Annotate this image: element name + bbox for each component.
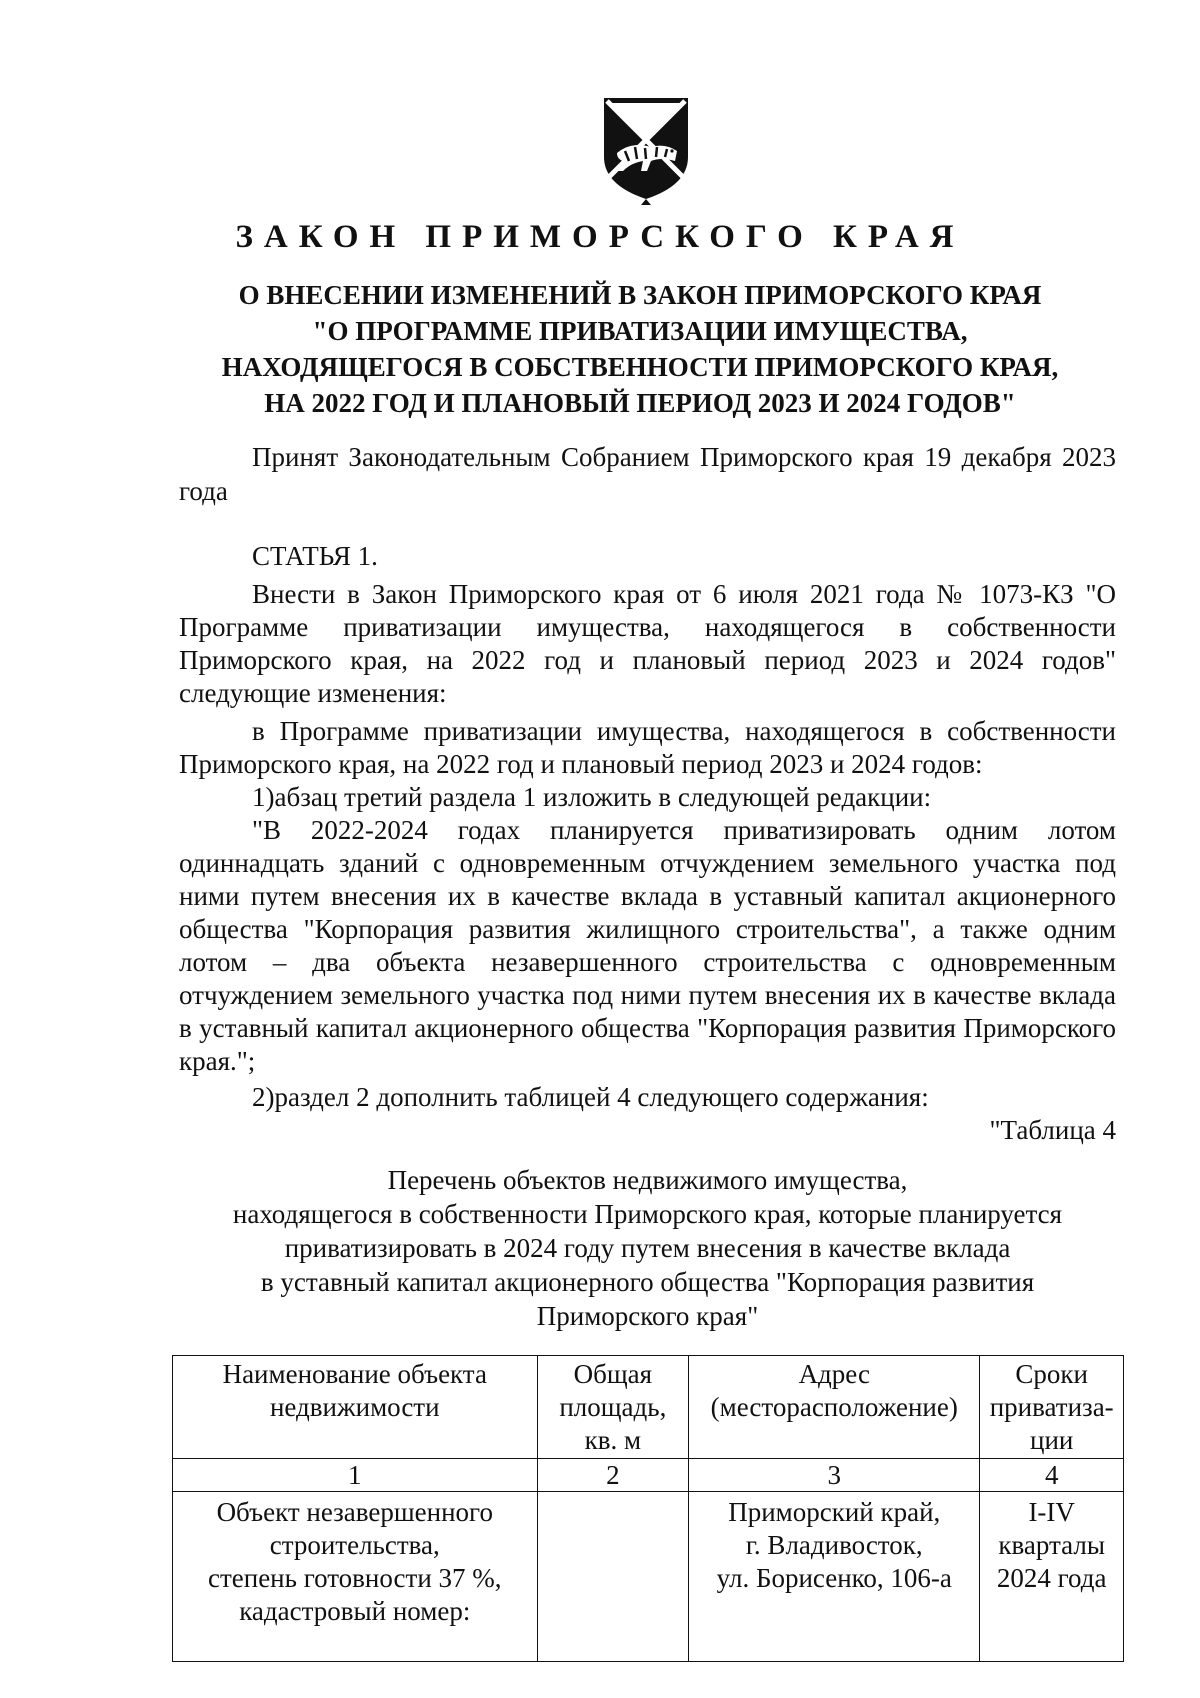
law-subtitle [160,277,1120,421]
column-number: 4 [980,1459,1124,1492]
subtitle-line: НАХОДЯЩЕГОСЯ В СОБСТВЕННОСТИ ПРИМОРСКОГО КРАЯ, [221,352,1059,382]
cell-text: кадастровый номер: [239,1596,471,1626]
adoption-note: Принят Законодательным Собранием Приморского края 19 декабря 2023 года [179,442,1116,506]
header-cell-text: площадь, [559,1392,667,1422]
header-cell-text: недвижимости [269,1392,440,1422]
property-table [172,1355,1124,1662]
article-paragraph: 1)абзац третий раздела 1 изложить в следующей редакции: [252,782,932,812]
article-paragraph: 2)раздел 2 дополнить таблицей 4 следующего содержания: [252,1082,929,1112]
header-cell-text: кв. м [584,1425,642,1455]
header-cell-name [173,1356,538,1459]
cell-text: ул. Борисенко, 106-а [716,1563,952,1593]
table-title-line: в уставный капитал акционерного общества "Корпорация развития [260,1267,1035,1297]
article-body [179,540,1116,1147]
terms-cell [980,1492,1124,1662]
article-paragraph: в Программе приватизации имущества, находящегося в собственности Приморского края, на 2022 год и плановый период 2023 и 2024 годов: [179,716,1116,779]
address-cell [689,1492,980,1662]
subtitle-line: "О ПРОГРАММЕ ПРИВАТИЗАЦИИ ИМУЩЕСТВА, [312,316,968,346]
table-number-row [173,1459,1124,1492]
cell-text: степень готовности 37 %, [207,1563,502,1593]
table-title-line: Перечень объектов недвижимого имущества, [387,1165,908,1195]
table-title [160,1163,1135,1333]
table-title-line: приватизировать в 2024 году путем внесения в качестве вклада [284,1233,1011,1263]
cell-text: кварталы [998,1530,1105,1560]
area-cell [537,1492,689,1662]
header-cell-text: Общая [573,1359,653,1389]
cell-text: Приморский край, [728,1497,941,1527]
header-cell-text: (месторасположение) [710,1392,958,1422]
article-paragraph: Внести в Закон Приморского края от 6 июля 2021 года № 1073-КЗ "О Программе приватизации имущества, находящегося в собственности Приморского края, на 2022 год и плановый период 2023 и 2024 годов" следующие изменения: [179,579,1116,708]
cell-text: строительства, [269,1530,440,1560]
cell-text: 2024 года [996,1563,1107,1593]
table-row [173,1492,1124,1662]
column-number: 2 [537,1459,689,1492]
cell-text: г. Владивосток, [745,1530,923,1560]
coat-of-arms-icon [601,95,691,205]
header-cell-text: ции [1030,1425,1074,1455]
object-name-cell [173,1492,538,1662]
table-label: "Таблица 4 [989,1115,1116,1145]
header-cell-text: Адрес [798,1359,870,1389]
subtitle-line: НА 2022 ГОД И ПЛАНОВЫЙ ПЕРИОД 2023 И 2024 ГОДОВ" [264,388,1016,418]
header-cell-terms [980,1356,1124,1459]
cell-text: I-IV [1028,1497,1075,1527]
column-number: 3 [689,1459,980,1492]
header-cell-area [537,1356,689,1459]
article-heading: СТАТЬЯ 1. [252,541,378,571]
table-title-line: находящегося в собственности Приморского края, которые планируется [232,1199,1063,1229]
header-cell-text: Сроки [1015,1359,1088,1389]
subtitle-line: О ВНЕСЕНИИ ИЗМЕНЕНИЙ В ЗАКОН ПРИМОРСКОГО КРАЯ [238,280,1042,310]
header-cell-address [689,1356,980,1459]
cell-text: Объект незавершенного [216,1497,493,1527]
law-title: ЗАКОН ПРИМОРСКОГО КРАЯ [235,219,965,255]
column-number: 1 [173,1459,538,1492]
table-title-line: Приморского края" [536,1301,759,1331]
header-cell-text: приватиза- [989,1392,1114,1422]
table-header-row [173,1356,1124,1459]
header-cell-text: Наименование объекта [222,1359,487,1389]
article-paragraph: "В 2022-2024 годах планируется приватизировать одним лотом одиннадцать зданий с одновременным отчуждением земельного участка под ними путем внесения их в качестве вклада в уставный капитал акционерного общества "Корпорация развития жилищного строительства", а также одним лотом – два объекта незавершенного строительства с одновременным отчуждением земельного участка под ними путем внесения их в качестве вклада в уставный капитал акционерного общества "Корпорация развития Приморского края."; [179,815,1116,1076]
